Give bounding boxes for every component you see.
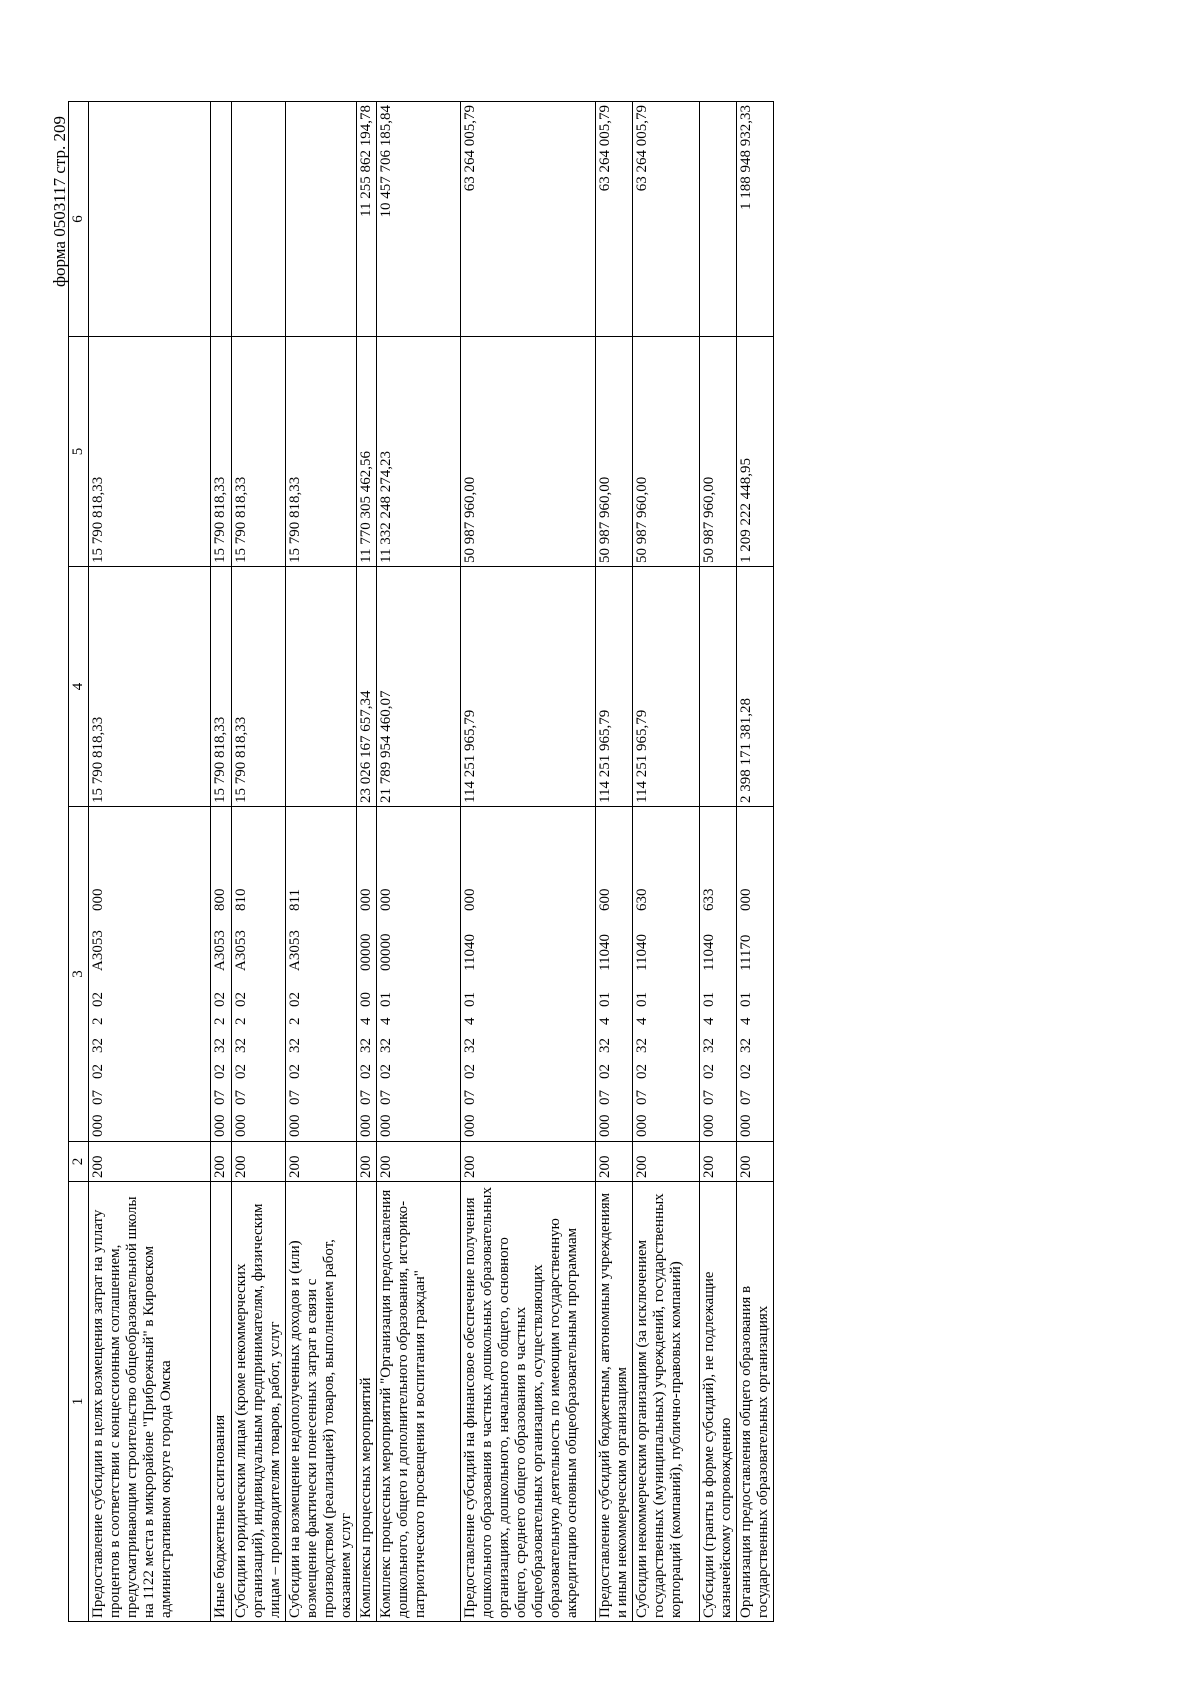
code-part: 01: [701, 992, 717, 1007]
row-approved: 15 790 818,33: [232, 567, 286, 807]
code-part: 633: [701, 888, 717, 911]
row-budget-code: [286, 807, 357, 1142]
row-executed: 15 790 818,33: [89, 337, 211, 567]
code-part: 02: [90, 992, 106, 1007]
row-remaining: [232, 102, 286, 337]
code-part: 2: [233, 1017, 249, 1025]
code-part: 000: [597, 1114, 613, 1137]
table-row: [596, 102, 633, 1622]
code-part: 32: [358, 1038, 374, 1053]
code-part: 07: [634, 1090, 650, 1105]
row-remaining: [286, 102, 357, 337]
row-budget-code: [377, 807, 461, 1142]
code-part: 4: [634, 1017, 650, 1025]
code-part: 07: [738, 1090, 754, 1105]
row-remaining: 11 255 862 194,78: [357, 102, 377, 337]
row-name: Субсидии (гранты в форме субсидий), не подлежащие казначейскому сопровождению: [700, 1182, 737, 1622]
row-approved: [700, 567, 737, 807]
row-approved: 114 251 965,79: [596, 567, 633, 807]
code-part: 02: [212, 992, 228, 1007]
header-row: [69, 102, 89, 1622]
table-row: [357, 102, 377, 1622]
code-part: 000: [212, 1114, 228, 1137]
row-executed: 50 987 960,00: [461, 337, 596, 567]
code-part: 000: [462, 1114, 478, 1137]
row-line-code: 200: [596, 1142, 633, 1182]
row-budget-code: [596, 807, 633, 1142]
code-part: 00000: [378, 933, 394, 971]
budget-table: [68, 101, 774, 1622]
table-row: [737, 102, 774, 1622]
code-part: 02: [358, 1064, 374, 1079]
header-cell: 4: [69, 567, 89, 807]
header-cell: 5: [69, 337, 89, 567]
row-budget-code: [737, 807, 774, 1142]
table-row: [700, 102, 737, 1622]
code-part: 07: [597, 1090, 613, 1105]
table-row: [211, 102, 232, 1622]
row-remaining: [700, 102, 737, 337]
table-row: [232, 102, 286, 1622]
code-part: 00000: [358, 933, 374, 971]
code-part: 02: [233, 992, 249, 1007]
table-row: [633, 102, 700, 1622]
code-part: 07: [462, 1090, 478, 1105]
code-part: 32: [701, 1038, 717, 1053]
row-line-code: 200: [286, 1142, 357, 1182]
row-name: Предоставление субсидий на финансовое обеспечение получения дошкольного образования в частных дошкольных образовательных организациях, дошкольного, начального общего, основного общего, среднего общего образования в частных общеобразовательных организациях, осуществляющих образовательную деятельность по имеющим государственную аккредитацию основным общеобразовательным программам: [461, 1182, 596, 1622]
code-part: 02: [378, 1064, 394, 1079]
code-part: 32: [462, 1038, 478, 1053]
table-row: [461, 102, 596, 1622]
code-part: 02: [287, 1064, 303, 1079]
code-part: 4: [701, 1017, 717, 1025]
row-budget-code: [700, 807, 737, 1142]
row-line-code: 200: [737, 1142, 774, 1182]
code-part: 11040: [597, 934, 613, 971]
row-name: Комплекс процессных мероприятий "Организация предоставления дошкольного, общего и дополнительного образования, историко-патриотического просвещения и воспитания граждан": [377, 1182, 461, 1622]
code-part: 07: [233, 1090, 249, 1105]
row-executed: 15 790 818,33: [286, 337, 357, 567]
code-part: 630: [634, 888, 650, 911]
code-part: 00: [358, 992, 374, 1007]
code-part: 32: [90, 1038, 106, 1053]
row-executed: 15 790 818,33: [232, 337, 286, 567]
code-part: 02: [233, 1064, 249, 1079]
row-remaining: 63 264 005,79: [633, 102, 700, 337]
code-part: 02: [597, 1064, 613, 1079]
code-part: 000: [634, 1114, 650, 1137]
header-cell: 2: [69, 1142, 89, 1182]
code-part: 01: [634, 992, 650, 1007]
code-part: 32: [597, 1038, 613, 1053]
code-part: 01: [597, 992, 613, 1007]
code-part: 02: [90, 1064, 106, 1079]
code-part: 32: [233, 1038, 249, 1053]
row-name: Субсидии некоммерческим организациям (за исключением государственных (муниципальных) учреждений, государственных корпораций (компаний), публично-правовых компаний): [633, 1182, 700, 1622]
code-part: 07: [378, 1090, 394, 1105]
code-part: 11040: [462, 934, 478, 971]
row-name: Иные бюджетные ассигнования: [211, 1182, 232, 1622]
code-part: 000: [358, 1114, 374, 1137]
code-part: 07: [212, 1090, 228, 1105]
row-budget-code: [461, 807, 596, 1142]
code-part: 811: [287, 889, 303, 911]
code-part: 4: [462, 1017, 478, 1025]
row-budget-code: [232, 807, 286, 1142]
code-part: 000: [462, 888, 478, 911]
code-part: 32: [212, 1038, 228, 1053]
table-row: [377, 102, 461, 1622]
code-part: А3053: [212, 930, 228, 971]
row-approved: 114 251 965,79: [633, 567, 700, 807]
row-budget-code: [633, 807, 700, 1142]
code-part: 000: [738, 888, 754, 911]
code-part: 2: [90, 1017, 106, 1025]
row-approved: 15 790 818,33: [89, 567, 211, 807]
code-part: 600: [597, 888, 613, 911]
row-executed: 1 209 222 448,95: [737, 337, 774, 567]
row-line-code: 200: [377, 1142, 461, 1182]
row-line-code: 200: [700, 1142, 737, 1182]
table-row: [286, 102, 357, 1622]
code-part: 02: [287, 992, 303, 1007]
row-approved: [286, 567, 357, 807]
code-part: 000: [287, 1114, 303, 1137]
row-executed: 11 332 248 274,23: [377, 337, 461, 567]
code-part: 07: [287, 1090, 303, 1105]
row-name: Предоставление субсидий бюджетным, автономным учреждениям и иным некоммерческим организациям: [596, 1182, 633, 1622]
row-remaining: 1 188 948 932,33: [737, 102, 774, 337]
code-part: 000: [378, 888, 394, 911]
code-part: 02: [462, 1064, 478, 1079]
code-part: 810: [233, 888, 249, 911]
row-name: Комплексы процессных мероприятий: [357, 1182, 377, 1622]
code-part: 4: [597, 1017, 613, 1025]
row-approved: 2 398 171 381,28: [737, 567, 774, 807]
code-part: 32: [738, 1038, 754, 1053]
code-part: 01: [738, 992, 754, 1007]
code-part: 2: [287, 1017, 303, 1025]
code-part: 01: [378, 992, 394, 1007]
row-line-code: 200: [357, 1142, 377, 1182]
code-part: А3053: [233, 930, 249, 971]
table-row: [89, 102, 211, 1622]
row-remaining: [211, 102, 232, 337]
row-budget-code: [357, 807, 377, 1142]
code-part: 02: [701, 1064, 717, 1079]
code-part: 000: [90, 888, 106, 911]
code-part: 2: [212, 1017, 228, 1025]
code-part: 11170: [738, 934, 754, 971]
row-budget-code: [211, 807, 232, 1142]
row-line-code: 200: [461, 1142, 596, 1182]
code-part: 32: [634, 1038, 650, 1053]
row-approved: 15 790 818,33: [211, 567, 232, 807]
header-cell: 6: [69, 102, 89, 337]
code-part: 800: [212, 888, 228, 911]
row-executed: 50 987 960,00: [596, 337, 633, 567]
code-part: 07: [358, 1090, 374, 1105]
row-executed: 50 987 960,00: [700, 337, 737, 567]
code-part: 000: [233, 1114, 249, 1137]
row-line-code: 200: [89, 1142, 211, 1182]
row-remaining: 10 457 706 185,84: [377, 102, 461, 337]
row-remaining: [89, 102, 211, 337]
code-part: 07: [701, 1090, 717, 1105]
code-part: 000: [738, 1114, 754, 1137]
row-executed: 11 770 305 462,56: [357, 337, 377, 567]
row-line-code: 200: [633, 1142, 700, 1182]
code-part: 000: [378, 1114, 394, 1137]
code-part: 32: [287, 1038, 303, 1053]
code-part: А3053: [287, 930, 303, 971]
code-part: 11040: [634, 934, 650, 971]
code-part: 02: [634, 1064, 650, 1079]
code-part: А3053: [90, 930, 106, 971]
code-part: 4: [738, 1017, 754, 1025]
code-part: 01: [462, 992, 478, 1007]
code-part: 07: [90, 1090, 106, 1105]
code-part: 000: [701, 1114, 717, 1137]
row-approved: 23 026 167 657,34: [357, 567, 377, 807]
table-body: [89, 102, 774, 1622]
code-part: 32: [378, 1038, 394, 1053]
code-part: 02: [738, 1064, 754, 1079]
form-note: форма 0503117 стр. 209: [50, 116, 69, 287]
code-part: 11040: [701, 934, 717, 971]
code-part: 02: [212, 1064, 228, 1079]
code-part: 000: [90, 1114, 106, 1137]
row-name: Организация предоставления общего образования в государственных образовательных организациях: [737, 1182, 774, 1622]
row-name: Предоставление субсидии в целях возмещения затрат на уплату процентов в соответствии с концессионным соглашением, предусматривающим строительство общеобразовательной школы на 1122 места в микрорайоне "Прибрежный" в Кировском административном округе города Омска: [89, 1182, 211, 1622]
code-part: 4: [378, 1017, 394, 1025]
row-name: Субсидии юридическим лицам (кроме некоммерческих организаций), индивидуальным предпринимателям, физическим лицам – производителям товаров, работ, услуг: [232, 1182, 286, 1622]
row-budget-code: [89, 807, 211, 1142]
row-executed: 50 987 960,00: [633, 337, 700, 567]
header-cell: 1: [69, 1182, 89, 1622]
row-approved: 114 251 965,79: [461, 567, 596, 807]
row-approved: 21 789 954 460,07: [377, 567, 461, 807]
row-line-code: 200: [232, 1142, 286, 1182]
row-remaining: 63 264 005,79: [596, 102, 633, 337]
header-cell: 3: [69, 807, 89, 1142]
code-part: 4: [358, 1017, 374, 1025]
code-part: 000: [358, 888, 374, 911]
row-executed: 15 790 818,33: [211, 337, 232, 567]
row-line-code: 200: [211, 1142, 232, 1182]
row-name: Субсидии на возмещение недополученных доходов и (или) возмещение фактически понесенных затрат в связи с производством (реализацией) товаров, выполнением работ, оказанием услуг: [286, 1182, 357, 1622]
row-remaining: 63 264 005,79: [461, 102, 596, 337]
